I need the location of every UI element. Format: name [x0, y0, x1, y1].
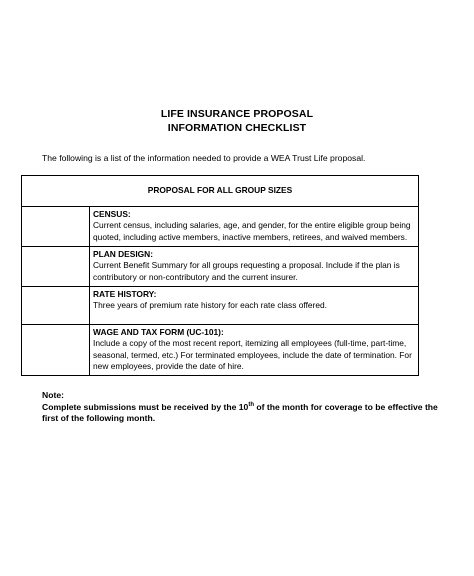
section-body-rate-history: Three years of premium rate history for each rate class offered.	[93, 300, 327, 311]
section-title-wage-tax-form: WAGE AND TAX FORM (UC-101):	[93, 327, 224, 337]
table-row-census	[22, 207, 419, 247]
section-body-plan-design: Current Benefit Summary for all groups requesting a proposal. Include if the plan is contributory or non-contributory and the current insurer.	[93, 260, 400, 282]
document-title-line-2: INFORMATION CHECKLIST	[167, 122, 307, 134]
row-gutter	[22, 325, 90, 376]
table-row-plan-design	[22, 247, 419, 287]
checklist-table	[21, 175, 419, 376]
section-body-census: Current census, including salaries, age, and gender, for the entire eligible group being quoted, including active members, inactive members, retirees, and waived members.	[93, 220, 411, 242]
note-block	[42, 390, 442, 425]
intro-paragraph: The following is a list of the information needed to provide a WEA Trust Life proposal.	[42, 153, 366, 163]
table-header-row	[22, 176, 419, 207]
note-text	[42, 402, 442, 425]
row-content	[90, 325, 419, 376]
section-title-plan-design: PLAN DESIGN:	[93, 249, 154, 259]
table-row-wage-tax-form	[22, 325, 419, 376]
row-gutter	[22, 207, 90, 247]
section-body-wage-tax-form: Include a copy of the most recent report, itemizing all employees (full-time, part-time, seasonal, termed, etc.) For terminated employees, include the date of termination. For new employees, provide the date of hire.	[93, 338, 412, 372]
table-header: PROPOSAL FOR ALL GROUP SIZES	[22, 176, 419, 207]
row-gutter	[22, 287, 90, 325]
table-row-rate-history	[22, 287, 419, 325]
row-content	[90, 247, 419, 287]
row-content	[90, 207, 419, 247]
row-gutter	[22, 247, 90, 287]
section-title-rate-history: RATE HISTORY:	[93, 289, 157, 299]
note-label: Note:	[42, 390, 64, 400]
document-title-line-1: LIFE INSURANCE PROPOSAL	[160, 108, 314, 120]
note-text-before: Complete submissions must be received by the 10	[42, 401, 249, 412]
note-superscript: th	[248, 401, 254, 408]
note-text-after: of the month for coverage to be effective the first of the following month.	[42, 401, 438, 424]
row-content	[90, 287, 419, 325]
section-title-census: CENSUS:	[93, 209, 131, 219]
